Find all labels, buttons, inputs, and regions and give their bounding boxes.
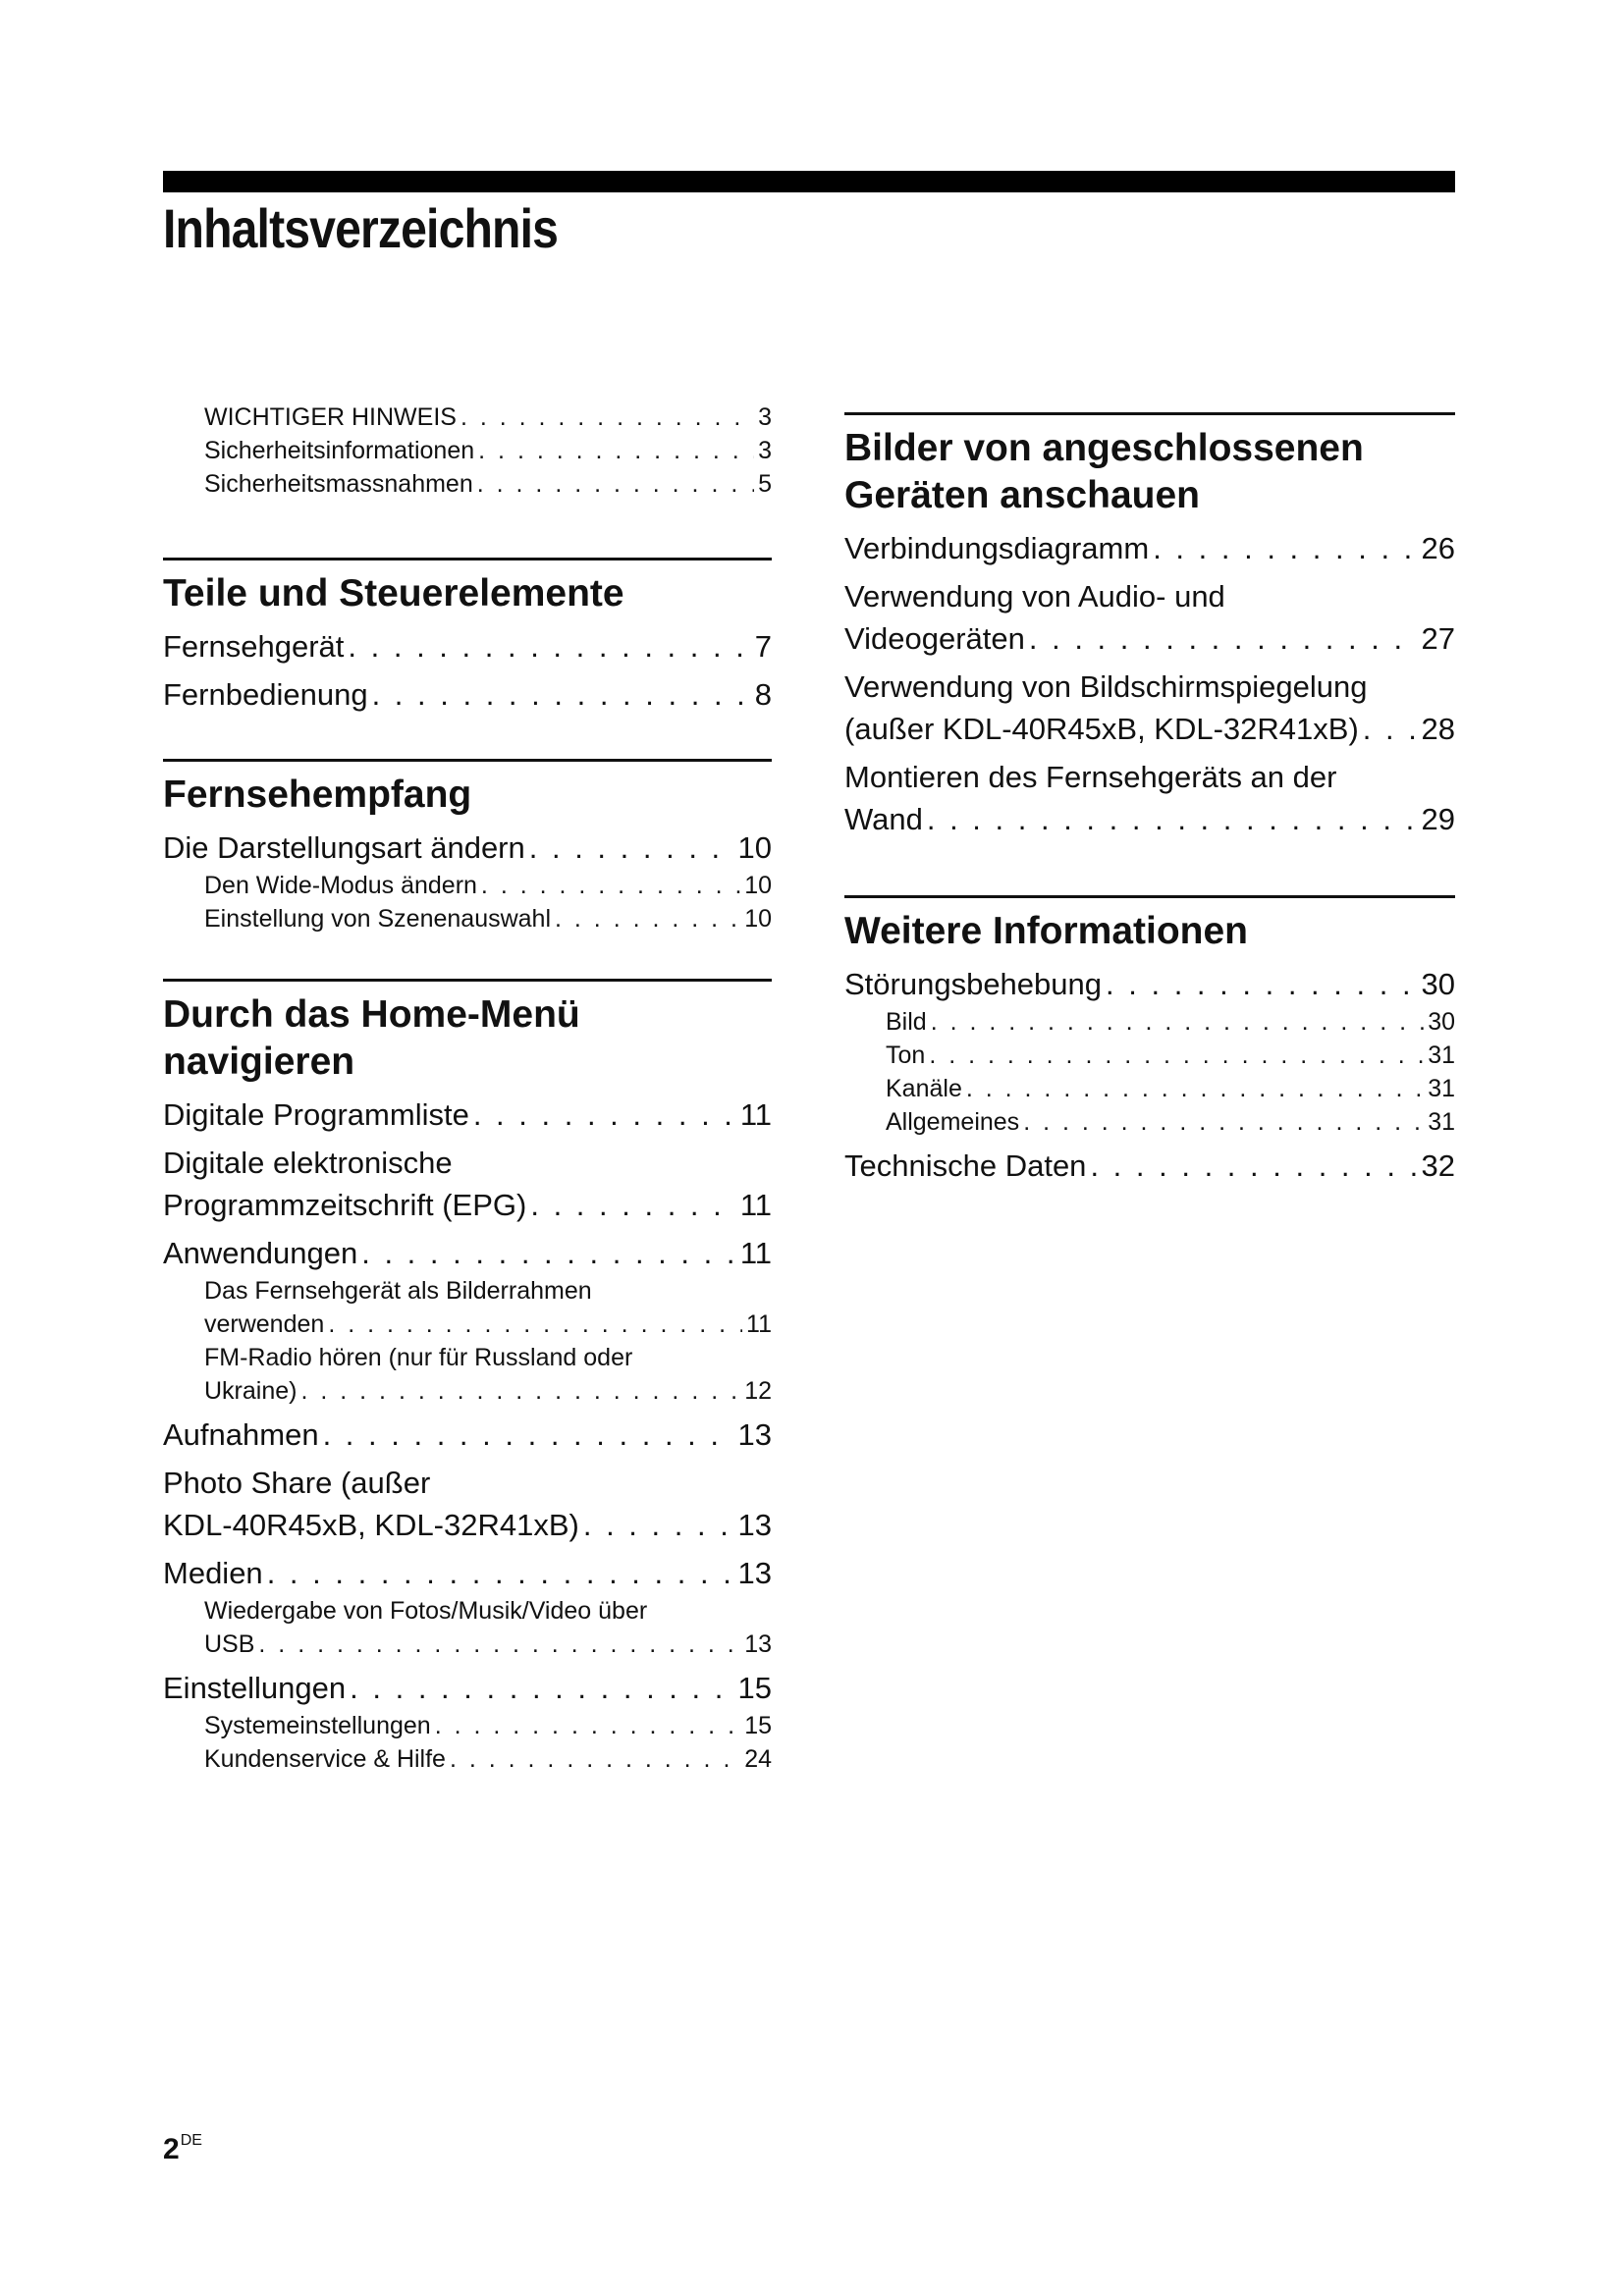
dot-leader bbox=[348, 625, 750, 667]
toc-entry-wandmontage[interactable]: Montieren des Fernsehgeräts an der Wand . . . 29 bbox=[844, 756, 1455, 840]
toc-entry-programmliste[interactable]: Digitale Programmliste . . . 11 bbox=[163, 1094, 772, 1136]
dot-leader bbox=[481, 869, 740, 902]
section-rule bbox=[844, 412, 1455, 415]
page-number: 2DE bbox=[163, 2132, 202, 2165]
dot-leader bbox=[1029, 617, 1418, 660]
section-rule bbox=[163, 759, 772, 762]
dot-leader bbox=[372, 673, 751, 716]
dot-leader bbox=[929, 1039, 1424, 1072]
dot-leader bbox=[350, 1667, 733, 1709]
toc-subentry-bild[interactable]: Bild . . . 30 bbox=[844, 1005, 1455, 1039]
page-title: Inhaltsverzeichnis bbox=[163, 197, 559, 259]
left-column bbox=[163, 400, 772, 1776]
dot-leader bbox=[460, 400, 754, 434]
toc-subentry-systemeinstellungen[interactable]: Systemeinstellungen . . . 15 bbox=[163, 1709, 772, 1742]
section-rule bbox=[844, 895, 1455, 898]
dot-leader bbox=[258, 1628, 740, 1661]
dot-leader bbox=[529, 827, 734, 869]
toc-subentry-bilderrahmen[interactable]: Das Fernsehgerät als Bilderrahmen verwenden . . . 11 bbox=[163, 1274, 772, 1341]
toc-subentry-szenenauswahl[interactable]: Einstellung von Szenenauswahl . . . 10 bbox=[163, 902, 772, 935]
toc-entry-verbindungsdiagramm[interactable]: Verbindungsdiagramm . . . 26 bbox=[844, 527, 1455, 569]
section-bilder bbox=[844, 412, 1455, 840]
dot-leader bbox=[530, 1184, 735, 1226]
toc-entry-technische-daten[interactable]: Technische Daten . . . 32 bbox=[844, 1145, 1455, 1187]
dot-leader bbox=[966, 1072, 1424, 1105]
toc-subentry-kanaele[interactable]: Kanäle . . . 31 bbox=[844, 1072, 1455, 1105]
section-teile bbox=[163, 558, 772, 716]
toc-entry-photo-share[interactable]: Photo Share (außer KDL-40R45xB, KDL-32R41xB) . . . 13 bbox=[163, 1462, 772, 1546]
dot-leader bbox=[555, 902, 740, 935]
section-rule bbox=[163, 979, 772, 982]
section-weitere bbox=[844, 895, 1455, 1187]
toc-entry-sicherheitsmassnahmen[interactable]: Sicherheitsmassnahmen . . . 5 bbox=[163, 467, 772, 501]
toc-subentry-wiedergabe-usb[interactable]: Wiedergabe von Fotos/Musik/Video über USB . . . 13 bbox=[163, 1594, 772, 1661]
intro-entries bbox=[163, 400, 772, 501]
toc-entry-stoerungsbehebung[interactable]: Störungsbehebung . . . 30 bbox=[844, 963, 1455, 1005]
toc-entry-sicherheitsinformationen[interactable]: Sicherheitsinformationen . . . 3 bbox=[163, 434, 772, 467]
toc-subentry-kundenservice[interactable]: Kundenservice & Hilfe . . . 24 bbox=[163, 1742, 772, 1776]
toc-entry-audio-video[interactable]: Verwendung von Audio- und Videogeräten . . . 27 bbox=[844, 575, 1455, 660]
section-heading: Weitere Informationen bbox=[844, 910, 1249, 952]
dot-leader bbox=[1363, 708, 1418, 750]
page-language-suffix: DE bbox=[180, 2132, 202, 2149]
dot-leader bbox=[477, 467, 754, 501]
toc-entry-bildschirmspiegelung[interactable]: Verwendung von Bildschirmspiegelung (außer KDL-40R45xB, KDL-32R41xB) . . . 28 bbox=[844, 666, 1455, 750]
toc-entry-fernbedienung[interactable]: Fernbedienung . . . 8 bbox=[163, 673, 772, 716]
toc-entry-medien[interactable]: Medien . . . 13 bbox=[163, 1552, 772, 1594]
section-rule bbox=[163, 558, 772, 561]
dot-leader bbox=[1153, 527, 1417, 569]
toc-subentry-wide-modus[interactable]: Den Wide-Modus ändern . . . 10 bbox=[163, 869, 772, 902]
dot-leader bbox=[583, 1504, 734, 1546]
toc-entry-darstellungsart[interactable]: Die Darstellungsart ändern . . . 10 bbox=[163, 827, 772, 869]
toc-entry-fernsehgeraet[interactable]: Fernsehgerät . . . 7 bbox=[163, 625, 772, 667]
dot-leader bbox=[927, 798, 1418, 840]
dot-leader bbox=[361, 1232, 736, 1274]
dot-leader bbox=[1023, 1105, 1424, 1139]
toc-subentry-allgemeines[interactable]: Allgemeines . . . 31 bbox=[844, 1105, 1455, 1139]
section-fernsehempfang bbox=[163, 759, 772, 935]
dot-leader bbox=[450, 1742, 740, 1776]
dot-leader bbox=[328, 1308, 742, 1341]
dot-leader bbox=[1106, 963, 1418, 1005]
dot-leader bbox=[473, 1094, 736, 1136]
title-bar-rule bbox=[163, 171, 1455, 192]
dot-leader bbox=[435, 1709, 740, 1742]
toc-entry-anwendungen[interactable]: Anwendungen . . . 11 bbox=[163, 1232, 772, 1274]
section-heading: Fernsehempfang bbox=[163, 774, 472, 816]
toc-subentry-fm-radio[interactable]: FM-Radio hören (nur für Russland oder Ukraine) . . . 12 bbox=[163, 1341, 772, 1408]
dot-leader bbox=[931, 1005, 1425, 1039]
section-heading: Teile und Steuerelemente bbox=[163, 572, 624, 614]
section-home-menu bbox=[163, 979, 772, 1776]
dot-leader bbox=[300, 1374, 740, 1408]
section-heading: Bilder von angeschlossenen Geräten anschauen bbox=[844, 427, 1364, 516]
dot-leader bbox=[267, 1552, 734, 1594]
dot-leader bbox=[323, 1414, 734, 1456]
toc-entry-aufnahmen[interactable]: Aufnahmen . . . 13 bbox=[163, 1414, 772, 1456]
toc-entry-epg[interactable]: Digitale elektronische Programmzeitschrift (EPG) . . . 11 bbox=[163, 1142, 772, 1226]
dot-leader bbox=[1090, 1145, 1417, 1187]
toc-entry-wichtiger-hinweis[interactable]: WICHTIGER HINWEIS . . . 3 bbox=[163, 400, 772, 434]
section-heading: Durch das Home-Menü navigieren bbox=[163, 993, 580, 1083]
right-column bbox=[844, 412, 1455, 1193]
dot-leader bbox=[478, 434, 754, 467]
toc-entry-einstellungen[interactable]: Einstellungen . . . 15 bbox=[163, 1667, 772, 1709]
toc-subentry-ton[interactable]: Ton . . . 31 bbox=[844, 1039, 1455, 1072]
